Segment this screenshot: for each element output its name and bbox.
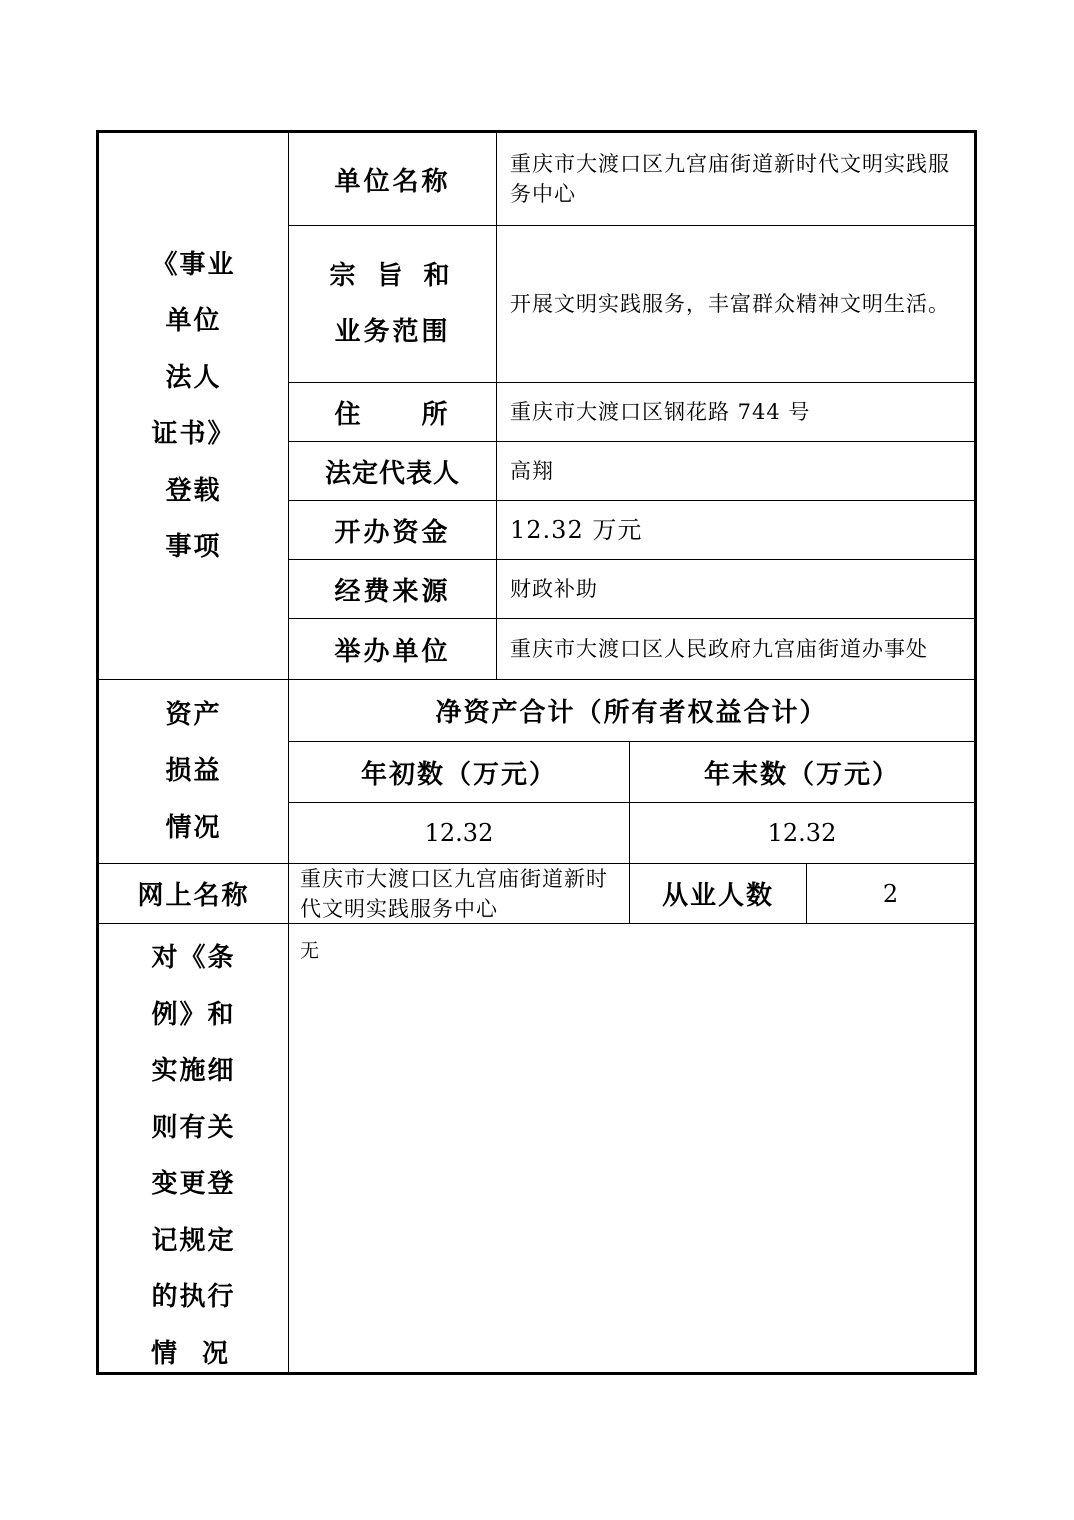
online-name-label: 网上名称 <box>137 881 250 911</box>
side-label-line: 则有关 <box>151 1112 236 1143</box>
side-label-line: 损益 <box>165 756 222 787</box>
side-label-line: 实施细 <box>151 1056 236 1086</box>
side-label-line: 情 况 <box>150 1338 237 1369</box>
purpose-label-line: 宗 旨 和 <box>329 261 456 291</box>
capital-label: 开办资金 <box>334 517 451 548</box>
side-label-line: 《事业 <box>151 249 236 280</box>
side-label-line: 法人 <box>165 362 222 393</box>
purpose-label <box>289 226 496 382</box>
side-label-line: 情况 <box>165 812 222 843</box>
side-label-line: 变更登 <box>151 1169 236 1199</box>
net-assets-header: 净资产合计（所有者权益合计） <box>435 698 828 728</box>
registration-side-label <box>99 133 288 679</box>
side-label-line: 例》和 <box>151 999 236 1030</box>
funding-source-label: 经费来源 <box>334 576 451 607</box>
sponsor-value: 重庆市大渡口区人民政府九宫庙街道办事处 <box>510 637 928 661</box>
address-value: 重庆市大渡口区钢花路 744 号 <box>510 400 811 424</box>
staff-count-value: 2 <box>882 879 899 908</box>
capital-value: 12.32 万元 <box>510 516 643 544</box>
assets-side-label <box>99 680 288 863</box>
staff-count-label: 从业人数 <box>661 881 774 911</box>
side-label-line: 对《条 <box>151 943 236 973</box>
end-of-year-header: 年末数（万元） <box>703 759 900 790</box>
legal-rep-label: 法定代表人 <box>324 458 460 489</box>
address-label: 住 所 <box>334 399 451 430</box>
purpose-label-line: 业务范围 <box>334 317 451 347</box>
sponsor-label: 举办单位 <box>334 636 451 667</box>
end-of-year-value: 12.32 <box>767 819 837 847</box>
report-table <box>96 130 977 1375</box>
side-label-line: 事项 <box>165 532 222 562</box>
legal-rep-value: 高翔 <box>510 459 554 483</box>
side-label-line: 单位 <box>165 306 222 336</box>
funding-source-value: 财政补助 <box>510 577 598 601</box>
side-label-line: 登载 <box>165 475 222 506</box>
side-label-line: 证书》 <box>151 419 236 449</box>
side-label-line: 的执行 <box>151 1282 236 1312</box>
compliance-value: 无 <box>300 940 320 962</box>
online-name-value: 重庆市大渡口区九宫庙街道新时代文明实践服务中心 <box>300 866 608 921</box>
start-of-year-value: 12.32 <box>424 819 494 847</box>
org-name-value: 重庆市大渡口区九宫庙街道新时代文明实践服务中心 <box>510 152 950 206</box>
org-name-label: 单位名称 <box>334 166 451 197</box>
side-label-line: 记规定 <box>151 1225 236 1256</box>
compliance-side-label <box>99 924 288 1372</box>
side-label-line: 资产 <box>165 699 222 730</box>
purpose-value: 开展文明实践服务，丰富群众精神文明生活。 <box>510 292 950 316</box>
start-of-year-header: 年初数（万元） <box>360 759 557 790</box>
